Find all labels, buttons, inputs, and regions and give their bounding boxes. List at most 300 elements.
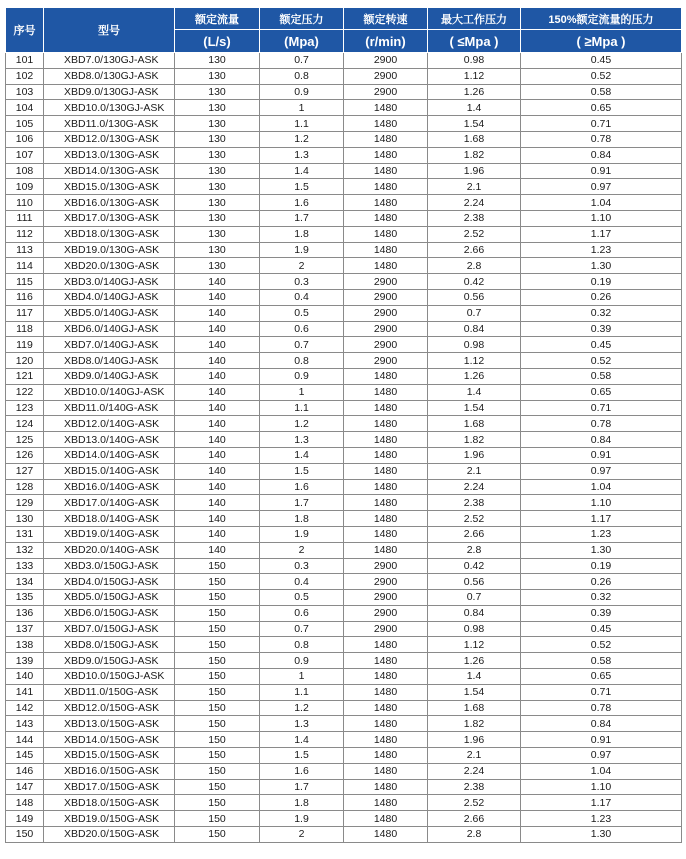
- table-row: [6, 763, 682, 779]
- cell-seq: 102: [6, 68, 44, 84]
- cell-seq: 104: [6, 100, 44, 116]
- cell-model: XBD11.0/140G-ASK: [44, 400, 175, 416]
- cell-model: XBD9.0/140GJ-ASK: [44, 368, 175, 384]
- table-row: [6, 716, 682, 732]
- cell-flow: 130: [175, 179, 260, 195]
- cell-seq: 123: [6, 400, 44, 416]
- cell-pressure-150: 1.17: [521, 795, 682, 811]
- table-row: [6, 542, 682, 558]
- cell-speed: 2900: [344, 274, 428, 290]
- header-speed: 额定转速: [344, 8, 428, 30]
- table-row: [6, 353, 682, 369]
- cell-max-pressure: 0.98: [428, 621, 521, 637]
- cell-pressure-150: 0.84: [521, 147, 682, 163]
- cell-speed: 2900: [344, 337, 428, 353]
- cell-seq: 132: [6, 542, 44, 558]
- cell-seq: 134: [6, 574, 44, 590]
- cell-pressure-150: 1.30: [521, 542, 682, 558]
- cell-pressure-150: 0.78: [521, 416, 682, 432]
- cell-pressure-150: 0.45: [521, 53, 682, 69]
- cell-speed: 1480: [344, 210, 428, 226]
- cell-max-pressure: 1.12: [428, 637, 521, 653]
- cell-model: XBD3.0/140GJ-ASK: [44, 274, 175, 290]
- cell-seq: 121: [6, 368, 44, 384]
- cell-max-pressure: 1.68: [428, 131, 521, 147]
- table-row: [6, 558, 682, 574]
- cell-flow: 130: [175, 226, 260, 242]
- cell-max-pressure: 0.84: [428, 605, 521, 621]
- cell-speed: 2900: [344, 605, 428, 621]
- cell-model: XBD19.0/150G-ASK: [44, 811, 175, 827]
- header-max-pressure-unit: ( ≤Mpa ): [428, 30, 521, 53]
- table-row: [6, 526, 682, 542]
- cell-model: XBD13.0/150G-ASK: [44, 716, 175, 732]
- cell-model: XBD7.0/150GJ-ASK: [44, 621, 175, 637]
- cell-max-pressure: 0.98: [428, 53, 521, 69]
- cell-pressure: 2: [260, 542, 344, 558]
- cell-pressure-150: 0.52: [521, 637, 682, 653]
- cell-model: XBD8.0/140GJ-ASK: [44, 353, 175, 369]
- cell-seq: 136: [6, 605, 44, 621]
- cell-seq: 120: [6, 353, 44, 369]
- cell-max-pressure: 1.96: [428, 732, 521, 748]
- cell-pressure-150: 0.32: [521, 305, 682, 321]
- cell-pressure-150: 0.52: [521, 353, 682, 369]
- cell-speed: 1480: [344, 716, 428, 732]
- cell-pressure: 1.6: [260, 195, 344, 211]
- cell-flow: 130: [175, 131, 260, 147]
- table-row: [6, 274, 682, 290]
- cell-flow: 140: [175, 432, 260, 448]
- cell-max-pressure: 2.24: [428, 195, 521, 211]
- cell-speed: 1480: [344, 195, 428, 211]
- pump-spec-table: [5, 7, 682, 843]
- cell-pressure: 1.8: [260, 226, 344, 242]
- cell-pressure-150: 0.97: [521, 179, 682, 195]
- cell-max-pressure: 2.52: [428, 511, 521, 527]
- cell-speed: 1480: [344, 511, 428, 527]
- cell-pressure-150: 0.84: [521, 716, 682, 732]
- cell-pressure: 1.9: [260, 242, 344, 258]
- cell-pressure-150: 1.04: [521, 195, 682, 211]
- cell-speed: 2900: [344, 84, 428, 100]
- table-row: [6, 495, 682, 511]
- cell-pressure: 1.2: [260, 416, 344, 432]
- cell-flow: 140: [175, 337, 260, 353]
- cell-seq: 133: [6, 558, 44, 574]
- table-row: [6, 779, 682, 795]
- cell-pressure: 1.7: [260, 210, 344, 226]
- cell-seq: 118: [6, 321, 44, 337]
- table-row: [6, 447, 682, 463]
- cell-flow: 140: [175, 274, 260, 290]
- table-row: [6, 384, 682, 400]
- table-row: [6, 637, 682, 653]
- cell-model: XBD3.0/150GJ-ASK: [44, 558, 175, 574]
- cell-speed: 1480: [344, 669, 428, 685]
- cell-seq: 101: [6, 53, 44, 69]
- cell-pressure: 1.3: [260, 147, 344, 163]
- table-row: [6, 463, 682, 479]
- cell-pressure-150: 0.91: [521, 447, 682, 463]
- cell-model: XBD14.0/140G-ASK: [44, 447, 175, 463]
- cell-pressure-150: 0.58: [521, 368, 682, 384]
- cell-pressure: 1.2: [260, 700, 344, 716]
- cell-max-pressure: 2.8: [428, 258, 521, 274]
- cell-pressure-150: 0.39: [521, 321, 682, 337]
- table-row: [6, 511, 682, 527]
- table-row: [6, 179, 682, 195]
- cell-speed: 1480: [344, 242, 428, 258]
- cell-seq: 138: [6, 637, 44, 653]
- cell-seq: 115: [6, 274, 44, 290]
- cell-pressure: 1.2: [260, 131, 344, 147]
- cell-flow: 150: [175, 637, 260, 653]
- table-row: [6, 653, 682, 669]
- cell-speed: 1480: [344, 384, 428, 400]
- cell-seq: 119: [6, 337, 44, 353]
- cell-seq: 112: [6, 226, 44, 242]
- cell-pressure-150: 0.65: [521, 669, 682, 685]
- cell-flow: 140: [175, 416, 260, 432]
- table-row: [6, 811, 682, 827]
- cell-model: XBD10.0/140GJ-ASK: [44, 384, 175, 400]
- cell-pressure: 0.7: [260, 337, 344, 353]
- cell-pressure-150: 0.19: [521, 558, 682, 574]
- cell-pressure-150: 1.10: [521, 210, 682, 226]
- cell-flow: 150: [175, 669, 260, 685]
- table-row: [6, 195, 682, 211]
- cell-pressure-150: 0.26: [521, 289, 682, 305]
- cell-speed: 2900: [344, 68, 428, 84]
- cell-seq: 108: [6, 163, 44, 179]
- cell-seq: 126: [6, 447, 44, 463]
- cell-pressure-150: 0.91: [521, 163, 682, 179]
- cell-pressure: 1.1: [260, 400, 344, 416]
- cell-speed: 2900: [344, 558, 428, 574]
- cell-flow: 130: [175, 116, 260, 132]
- cell-flow: 140: [175, 542, 260, 558]
- cell-max-pressure: 0.98: [428, 337, 521, 353]
- cell-flow: 130: [175, 258, 260, 274]
- cell-pressure-150: 0.45: [521, 621, 682, 637]
- cell-model: XBD15.0/150G-ASK: [44, 748, 175, 764]
- cell-model: XBD17.0/130G-ASK: [44, 210, 175, 226]
- cell-model: XBD4.0/150GJ-ASK: [44, 574, 175, 590]
- cell-flow: 130: [175, 242, 260, 258]
- cell-max-pressure: 2.1: [428, 463, 521, 479]
- cell-flow: 130: [175, 195, 260, 211]
- cell-flow: 150: [175, 732, 260, 748]
- cell-max-pressure: 1.96: [428, 163, 521, 179]
- cell-pressure: 0.8: [260, 353, 344, 369]
- cell-flow: 140: [175, 463, 260, 479]
- cell-seq: 116: [6, 289, 44, 305]
- cell-seq: 149: [6, 811, 44, 827]
- cell-speed: 1480: [344, 637, 428, 653]
- cell-model: XBD13.0/140G-ASK: [44, 432, 175, 448]
- cell-flow: 150: [175, 574, 260, 590]
- cell-model: XBD19.0/140G-ASK: [44, 526, 175, 542]
- cell-pressure-150: 0.45: [521, 337, 682, 353]
- cell-flow: 140: [175, 289, 260, 305]
- cell-pressure-150: 0.65: [521, 100, 682, 116]
- cell-seq: 131: [6, 526, 44, 542]
- cell-pressure: 1.4: [260, 732, 344, 748]
- cell-pressure: 1.4: [260, 163, 344, 179]
- cell-max-pressure: 1.68: [428, 700, 521, 716]
- cell-max-pressure: 2.66: [428, 526, 521, 542]
- cell-flow: 150: [175, 684, 260, 700]
- cell-model: XBD17.0/140G-ASK: [44, 495, 175, 511]
- cell-pressure-150: 1.04: [521, 763, 682, 779]
- cell-speed: 1480: [344, 147, 428, 163]
- cell-max-pressure: 1.4: [428, 100, 521, 116]
- cell-max-pressure: 1.12: [428, 68, 521, 84]
- cell-pressure: 2: [260, 258, 344, 274]
- cell-flow: 150: [175, 827, 260, 843]
- cell-max-pressure: 1.54: [428, 400, 521, 416]
- cell-pressure: 1.6: [260, 479, 344, 495]
- cell-pressure-150: 0.52: [521, 68, 682, 84]
- cell-model: XBD12.0/150G-ASK: [44, 700, 175, 716]
- cell-pressure: 0.3: [260, 558, 344, 574]
- cell-max-pressure: 2.1: [428, 748, 521, 764]
- cell-model: XBD12.0/130G-ASK: [44, 131, 175, 147]
- cell-seq: 137: [6, 621, 44, 637]
- table-row: [6, 321, 682, 337]
- cell-pressure-150: 0.58: [521, 84, 682, 100]
- cell-pressure-150: 1.23: [521, 811, 682, 827]
- cell-max-pressure: 0.84: [428, 321, 521, 337]
- cell-max-pressure: 0.42: [428, 558, 521, 574]
- cell-seq: 144: [6, 732, 44, 748]
- table-row: [6, 432, 682, 448]
- cell-model: XBD7.0/140GJ-ASK: [44, 337, 175, 353]
- table-row: [6, 131, 682, 147]
- cell-flow: 140: [175, 400, 260, 416]
- cell-pressure: 1.8: [260, 511, 344, 527]
- cell-speed: 1480: [344, 479, 428, 495]
- table-row: [6, 700, 682, 716]
- cell-speed: 2900: [344, 321, 428, 337]
- table-row: [6, 53, 682, 69]
- cell-max-pressure: 2.24: [428, 763, 521, 779]
- cell-pressure: 0.8: [260, 637, 344, 653]
- cell-max-pressure: 0.56: [428, 574, 521, 590]
- cell-flow: 140: [175, 353, 260, 369]
- cell-flow: 150: [175, 748, 260, 764]
- cell-pressure: 0.7: [260, 53, 344, 69]
- table-row: [6, 305, 682, 321]
- cell-seq: 139: [6, 653, 44, 669]
- cell-seq: 143: [6, 716, 44, 732]
- cell-speed: 1480: [344, 795, 428, 811]
- cell-model: XBD20.0/140G-ASK: [44, 542, 175, 558]
- cell-speed: 1480: [344, 447, 428, 463]
- cell-speed: 2900: [344, 53, 428, 69]
- header-pressure-150-unit: ( ≥Mpa ): [521, 30, 682, 53]
- cell-pressure-150: 0.71: [521, 116, 682, 132]
- cell-model: XBD19.0/130G-ASK: [44, 242, 175, 258]
- cell-flow: 130: [175, 68, 260, 84]
- cell-seq: 105: [6, 116, 44, 132]
- cell-seq: 127: [6, 463, 44, 479]
- cell-seq: 107: [6, 147, 44, 163]
- cell-max-pressure: 2.66: [428, 242, 521, 258]
- cell-speed: 1480: [344, 116, 428, 132]
- cell-seq: 111: [6, 210, 44, 226]
- header-pressure: 额定压力: [260, 8, 344, 30]
- cell-flow: 130: [175, 53, 260, 69]
- cell-seq: 114: [6, 258, 44, 274]
- cell-speed: 2900: [344, 621, 428, 637]
- cell-speed: 1480: [344, 763, 428, 779]
- cell-flow: 150: [175, 716, 260, 732]
- header-pressure-150: 150%额定流量的压力: [521, 8, 682, 30]
- table-row: [6, 669, 682, 685]
- cell-seq: 135: [6, 590, 44, 606]
- cell-flow: 150: [175, 653, 260, 669]
- cell-max-pressure: 1.26: [428, 84, 521, 100]
- cell-flow: 150: [175, 811, 260, 827]
- cell-pressure-150: 1.23: [521, 526, 682, 542]
- table-row: [6, 84, 682, 100]
- table-row: [6, 590, 682, 606]
- cell-speed: 1480: [344, 131, 428, 147]
- cell-seq: 103: [6, 84, 44, 100]
- cell-model: XBD20.0/130G-ASK: [44, 258, 175, 274]
- cell-model: XBD16.0/140G-ASK: [44, 479, 175, 495]
- cell-seq: 148: [6, 795, 44, 811]
- cell-pressure-150: 0.71: [521, 684, 682, 700]
- cell-speed: 1480: [344, 179, 428, 195]
- cell-max-pressure: 1.4: [428, 384, 521, 400]
- cell-seq: 140: [6, 669, 44, 685]
- cell-model: XBD10.0/150GJ-ASK: [44, 669, 175, 685]
- cell-pressure: 0.5: [260, 305, 344, 321]
- header-seq: 序号: [6, 8, 44, 53]
- cell-flow: 140: [175, 526, 260, 542]
- cell-max-pressure: 0.56: [428, 289, 521, 305]
- cell-pressure: 1.4: [260, 447, 344, 463]
- header-max-pressure: 最大工作压力: [428, 8, 521, 30]
- cell-speed: 1480: [344, 684, 428, 700]
- cell-pressure: 1.7: [260, 495, 344, 511]
- cell-flow: 130: [175, 163, 260, 179]
- table-row: [6, 416, 682, 432]
- cell-seq: 141: [6, 684, 44, 700]
- cell-pressure: 2: [260, 827, 344, 843]
- cell-max-pressure: 2.52: [428, 795, 521, 811]
- cell-model: XBD10.0/130GJ-ASK: [44, 100, 175, 116]
- cell-speed: 1480: [344, 463, 428, 479]
- cell-flow: 130: [175, 84, 260, 100]
- cell-speed: 1480: [344, 526, 428, 542]
- cell-pressure: 0.6: [260, 605, 344, 621]
- cell-pressure: 0.4: [260, 289, 344, 305]
- cell-speed: 1480: [344, 258, 428, 274]
- cell-max-pressure: 1.4: [428, 669, 521, 685]
- cell-flow: 140: [175, 511, 260, 527]
- cell-pressure: 0.4: [260, 574, 344, 590]
- cell-pressure: 1: [260, 669, 344, 685]
- cell-max-pressure: 2.38: [428, 779, 521, 795]
- cell-pressure: 1.6: [260, 763, 344, 779]
- cell-model: XBD17.0/150G-ASK: [44, 779, 175, 795]
- cell-pressure-150: 1.30: [521, 827, 682, 843]
- cell-max-pressure: 2.38: [428, 210, 521, 226]
- cell-model: XBD18.0/140G-ASK: [44, 511, 175, 527]
- cell-pressure-150: 0.58: [521, 653, 682, 669]
- cell-pressure-150: 1.17: [521, 511, 682, 527]
- table-row: [6, 400, 682, 416]
- cell-seq: 109: [6, 179, 44, 195]
- cell-flow: 140: [175, 384, 260, 400]
- table-row: [6, 479, 682, 495]
- cell-pressure: 0.6: [260, 321, 344, 337]
- table-row: [6, 242, 682, 258]
- cell-speed: 2900: [344, 289, 428, 305]
- cell-speed: 1480: [344, 432, 428, 448]
- cell-speed: 1480: [344, 163, 428, 179]
- cell-pressure-150: 0.84: [521, 432, 682, 448]
- cell-seq: 129: [6, 495, 44, 511]
- cell-max-pressure: 1.82: [428, 147, 521, 163]
- cell-flow: 140: [175, 479, 260, 495]
- table-row: [6, 684, 682, 700]
- cell-pressure-150: 1.17: [521, 226, 682, 242]
- cell-speed: 1480: [344, 416, 428, 432]
- cell-flow: 130: [175, 100, 260, 116]
- cell-pressure: 1.5: [260, 748, 344, 764]
- cell-speed: 1480: [344, 400, 428, 416]
- table-row: [6, 574, 682, 590]
- cell-flow: 140: [175, 368, 260, 384]
- cell-pressure-150: 0.97: [521, 748, 682, 764]
- cell-model: XBD8.0/150GJ-ASK: [44, 637, 175, 653]
- cell-pressure: 0.7: [260, 621, 344, 637]
- cell-pressure: 0.9: [260, 653, 344, 669]
- header-flow: 额定流量: [175, 8, 260, 30]
- cell-max-pressure: 1.26: [428, 653, 521, 669]
- cell-pressure-150: 0.71: [521, 400, 682, 416]
- header-pressure-unit: (Mpa): [260, 30, 344, 53]
- cell-speed: 1480: [344, 827, 428, 843]
- table-row: [6, 258, 682, 274]
- cell-seq: 150: [6, 827, 44, 843]
- cell-max-pressure: 0.7: [428, 590, 521, 606]
- cell-pressure: 0.9: [260, 368, 344, 384]
- cell-max-pressure: 1.26: [428, 368, 521, 384]
- cell-seq: 147: [6, 779, 44, 795]
- cell-seq: 146: [6, 763, 44, 779]
- cell-pressure: 1: [260, 384, 344, 400]
- cell-flow: 150: [175, 795, 260, 811]
- table-row: [6, 748, 682, 764]
- cell-model: XBD14.0/130G-ASK: [44, 163, 175, 179]
- cell-pressure-150: 0.78: [521, 700, 682, 716]
- cell-speed: 2900: [344, 305, 428, 321]
- cell-flow: 150: [175, 763, 260, 779]
- cell-seq: 125: [6, 432, 44, 448]
- cell-flow: 140: [175, 321, 260, 337]
- cell-pressure: 1.9: [260, 526, 344, 542]
- cell-seq: 106: [6, 131, 44, 147]
- cell-flow: 150: [175, 558, 260, 574]
- cell-pressure: 1.7: [260, 779, 344, 795]
- table-row: [6, 621, 682, 637]
